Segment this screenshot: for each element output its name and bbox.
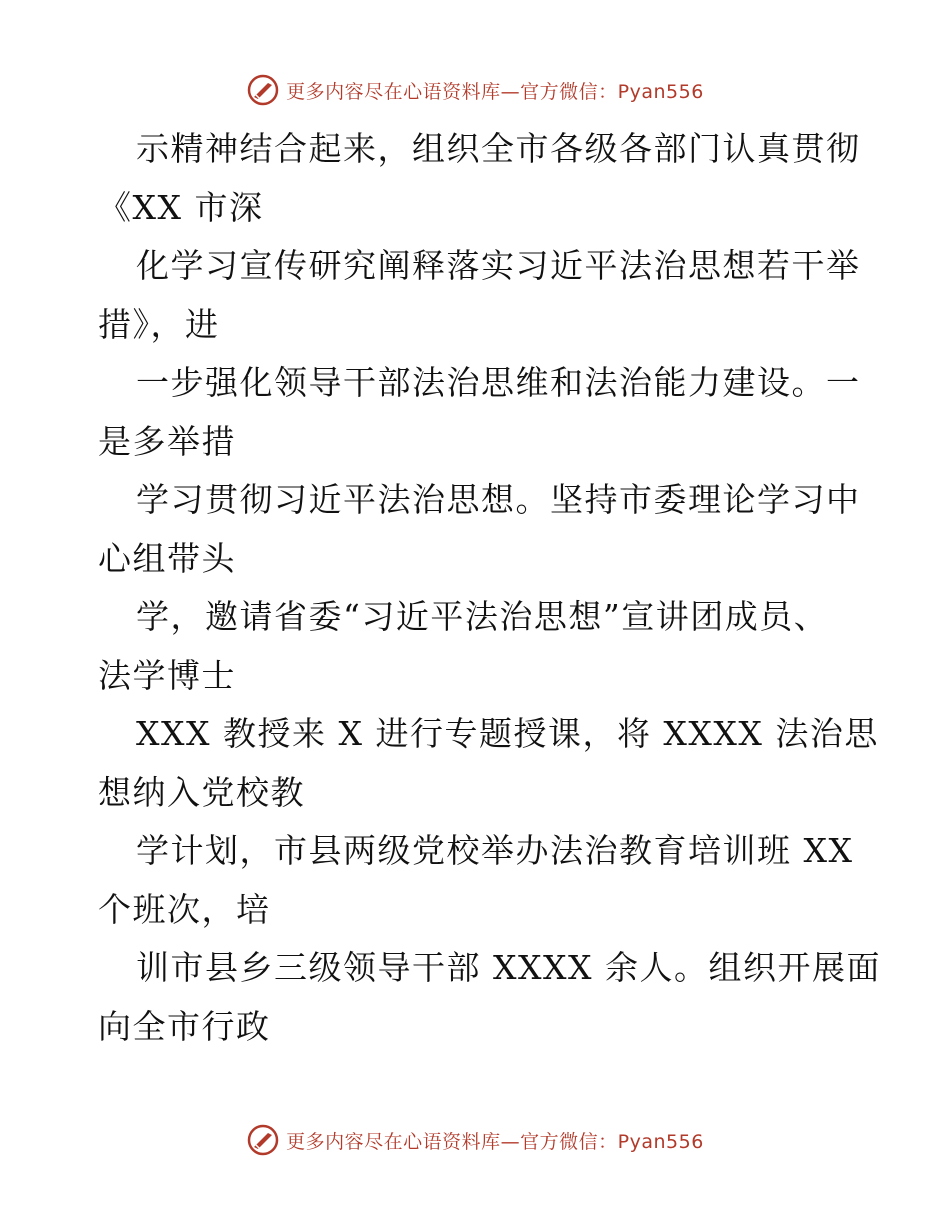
text-line: 是多举措 [98,421,236,461]
text-line: 《XX 市深 [98,187,264,227]
watermark-text: 更多内容尽在心语资料库—官方微信：Pyan556 [286,1130,704,1153]
text-line: 化学习宣传研究阐释落实习近平法治思想若干举 [136,246,861,285]
watermark-text: 更多内容尽在心语资料库—官方微信：Pyan556 [286,80,704,103]
footer-watermark [0,1120,950,1160]
header-watermark [0,70,950,110]
text-line: 法学博士 [98,655,236,695]
text-line: 学，邀请省委“习近平法治思想”宣讲团成员、 [136,597,829,636]
text-line: 学习贯彻习近平法治思想。坚持市委理论学习中 [136,480,861,519]
text-line: 训市县乡三级领导干部 XXXX 余人。组织开展面 [136,948,881,987]
text-line: 学计划，市县两级党校举办法治教育培训班 XX [136,831,854,870]
text-line: 个班次，培 [98,889,271,929]
text-line: 想纳入党校教 [98,772,305,812]
text-line: 示精神结合起来，组织全市各级各部门认真贯彻 [136,129,861,168]
text-line: 措》，进 [98,304,220,344]
text-line: 向全市行政 [98,1006,271,1046]
document-body [98,120,881,1056]
text-line: 一步强化领导干部法治思维和法治能力建设。一 [136,363,861,402]
pen-quill-logo-icon [246,73,280,107]
text-line: 心组带头 [98,538,236,578]
text-line: XXX 教授来 X 进行专题授课，将 XXXX 法治思 [136,714,879,753]
pen-quill-logo-icon [246,1123,280,1157]
